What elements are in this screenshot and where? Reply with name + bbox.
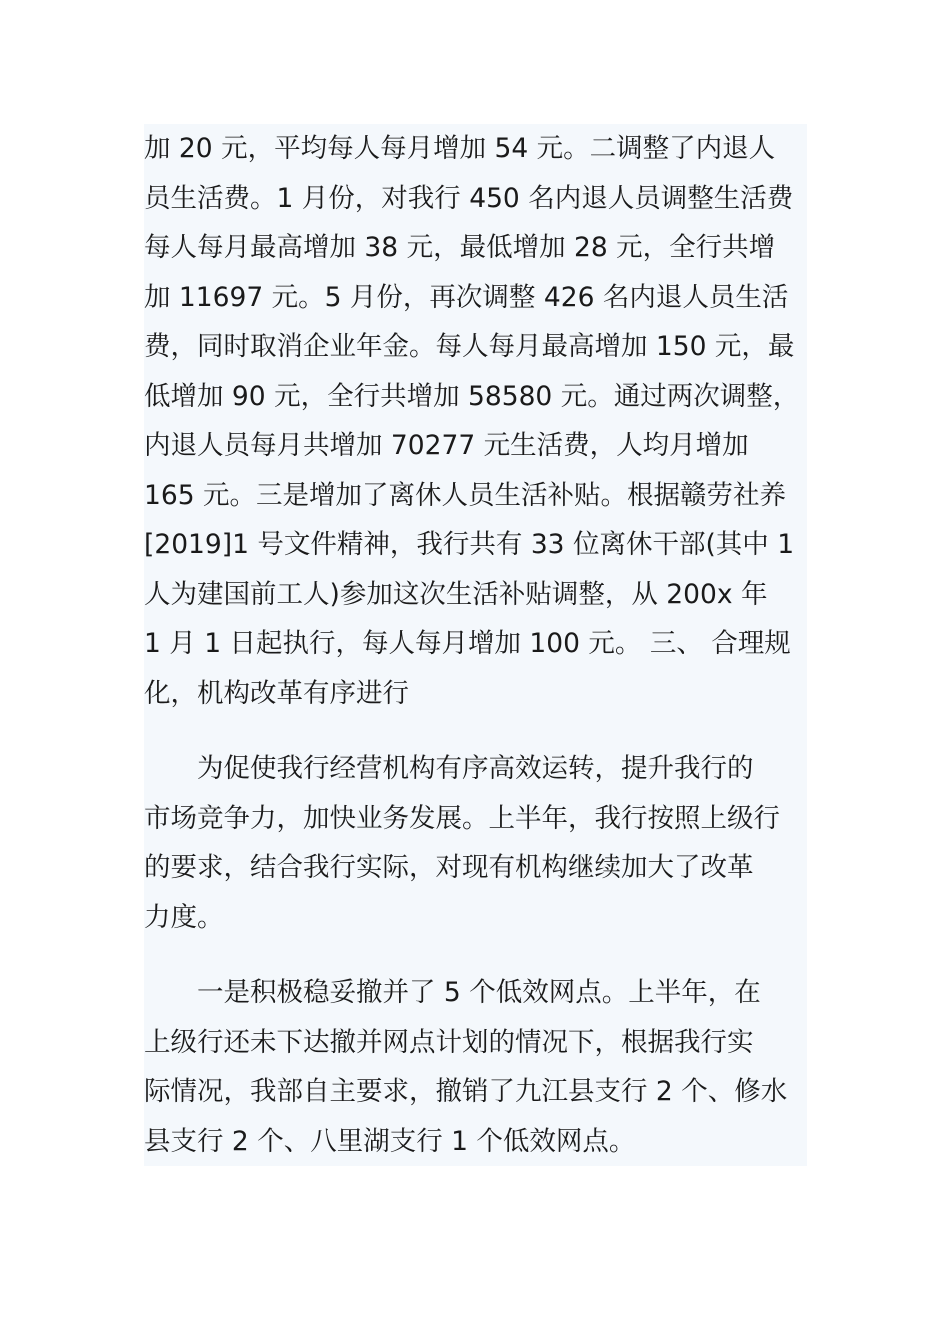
text-line: 市场竞争力，加快业务发展。上半年，我行按照上级行 <box>144 802 780 834</box>
text-line: 165 元。三是增加了离休人员生活补贴。根据赣劳社养 <box>144 479 787 511</box>
text-line: 上级行还未下达撤并网点计划的情况下，根据我行实 <box>144 1026 754 1058</box>
document-body <box>144 124 807 1166</box>
text-line: 际情况，我部自主要求，撤销了九江县支行 2 个、修水 <box>144 1076 788 1107</box>
text-line: 每人每月最高增加 38 元，最低增加 28 元，全行共增 <box>144 232 776 263</box>
text-line: 费，同时取消企业年金。每人每月最高增加 150 元，最 <box>144 331 795 362</box>
text-line: 内退人员每月共增加 70277 元生活费，人均月增加 <box>144 430 749 461</box>
text-line: 低增加 90 元，全行共增加 58580 元。通过两次调整， <box>144 380 800 412</box>
text-line: 人为建国前工人)参加这次生活补贴调整，从 200x 年 <box>144 578 768 610</box>
text-line: 加 20 元，平均每人每月增加 54 元。二调整了内退人 <box>144 133 776 164</box>
text-line: 1 月 1 日起执行，每人每月增加 100 元。 三、 合理规 <box>144 628 791 659</box>
text-line: 为促使我行经营机构有序高效运转，提升我行的 <box>197 753 754 784</box>
text-line: 县支行 2 个、八里湖支行 1 个低效网点。 <box>144 1125 636 1157</box>
paragraph-3 <box>144 968 807 1166</box>
text-line: 加 11697 元。5 月份，再次调整 426 名内退人员生活 <box>144 281 789 313</box>
text-line: 一是积极稳妥撤并了 5 个低效网点。上半年，在 <box>197 977 761 1008</box>
paragraph-spacer <box>144 942 807 968</box>
text-line: 的要求，结合我行实际，对现有机构继续加大了改革 <box>144 852 754 883</box>
text-line: [2019]1 号文件精神，我行共有 33 位离休干部(其中 1 <box>144 529 795 560</box>
paragraph-spacer <box>144 718 807 744</box>
paragraph-2 <box>144 744 807 942</box>
text-line: 力度。 <box>144 901 224 933</box>
text-line: 员生活费。1 月份，对我行 450 名内退人员调整生活费 <box>144 182 794 214</box>
text-line: 化，机构改革有序进行 <box>144 677 409 709</box>
paragraph-1 <box>144 124 807 718</box>
